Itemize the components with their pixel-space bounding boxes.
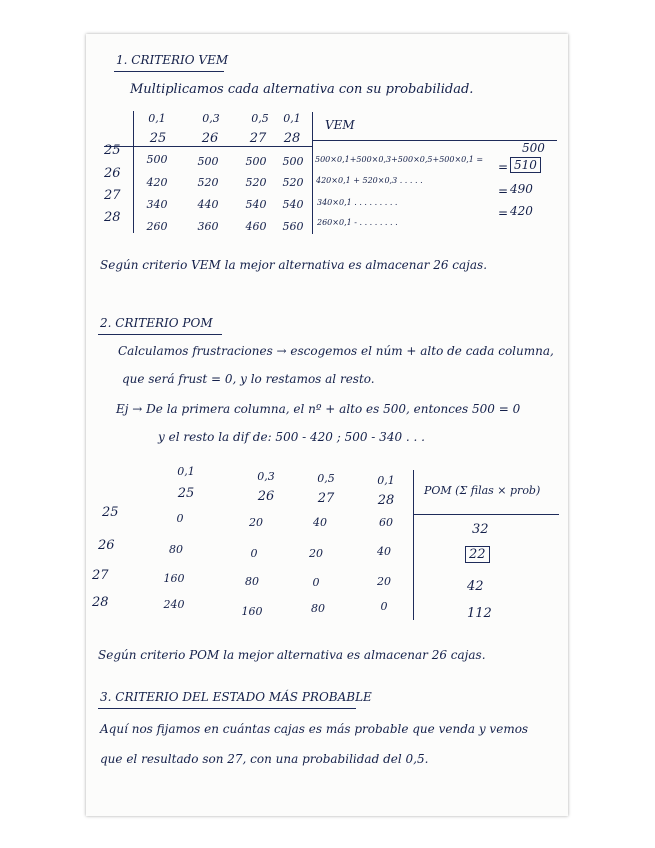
s1-r3-c4: 540 — [282, 198, 304, 211]
s2-prob-1: 0,1 — [177, 465, 195, 478]
s1-prob-4: 0,1 — [283, 112, 301, 125]
s2-line1: Calculamos frustraciones → escogemos el núm + alto de cada columna, — [118, 344, 554, 358]
s2-result-28: 112 — [467, 606, 492, 621]
s2-prob-2: 0,3 — [257, 470, 275, 483]
section1-intro: Multiplicamos cada alternativa con su probabilidad. — [130, 82, 474, 97]
s2-r4-c4: 0 — [380, 600, 388, 613]
s2-r1-c4: 60 — [379, 516, 393, 529]
s2-row-label-25: 25 — [102, 505, 119, 520]
s1-prob-1: 0,1 — [148, 112, 166, 125]
s1-formula-25: 500×0,1+500×0,3+500×0,5+500×0,1 = — [315, 155, 484, 164]
s1-vertical-rule — [133, 111, 134, 233]
s2-r1-c3: 40 — [313, 516, 327, 529]
s2-r3-c4: 20 — [377, 575, 391, 588]
s1-equals-28: = — [498, 206, 509, 220]
s1-row-label-27: 27 — [104, 188, 121, 203]
s1-r4-c4: 560 — [282, 220, 304, 233]
s2-r4-c2: 160 — [241, 605, 263, 618]
s1-prob-2: 0,3 — [202, 112, 220, 125]
s2-prob-3: 0,5 — [317, 472, 335, 485]
s1-result-25: 500 — [522, 141, 545, 155]
s2-col-28: 28 — [377, 493, 395, 508]
s2-col-26: 26 — [257, 489, 275, 504]
s2-line4: y el resto la dif de: 500 - 420 ; 500 - 340 . . . — [158, 430, 425, 444]
s1-r1-c1: 500 — [146, 153, 168, 166]
s2-r3-c1: 160 — [163, 572, 185, 585]
s1-row-label-26: 26 — [104, 166, 121, 181]
s2-r2-c1: 80 — [169, 543, 183, 556]
s1-result-27: 490 — [510, 182, 533, 196]
s3-line2: que el resultado son 27, con una probabilidad del 0,5. — [100, 752, 429, 766]
section3-title: 3. CRITERIO DEL ESTADO MÁS PROBABLE — [100, 690, 372, 704]
s1-prob-3: 0,5 — [251, 112, 269, 125]
s2-r1-c1: 0 — [176, 512, 184, 525]
s2-row-label-28: 28 — [92, 595, 109, 610]
s2-r2-c3: 20 — [309, 547, 323, 560]
s2-r1-c2: 20 — [249, 516, 263, 529]
s2-line3: Ej → De la primera columna, el nº + alto es 500, entonces 500 = 0 — [116, 402, 521, 416]
s1-r2-c3: 520 — [245, 176, 267, 189]
s1-equals-27: = — [498, 184, 509, 198]
s1-r3-c1: 340 — [146, 198, 168, 211]
s2-pom-separator — [413, 470, 414, 620]
s2-line2: que será frust = 0, y lo restamos al resto. — [122, 372, 375, 386]
s1-r2-c4: 520 — [282, 176, 304, 189]
s1-equals-26: = — [498, 160, 509, 174]
section3-title-underline — [98, 708, 356, 709]
s1-r2-c1: 420 — [146, 176, 168, 189]
s1-row-label-28: 28 — [104, 210, 121, 225]
s1-r1-c2: 500 — [197, 155, 219, 168]
section2-title-underline — [98, 334, 222, 335]
s1-formula-26: 420×0,1 + 520×0,3 . . . . . — [316, 176, 423, 185]
section2-title: 2. CRITERIO POM — [100, 316, 213, 330]
s1-vem-separator — [312, 112, 313, 234]
s1-formula-27: 340×0,1 . . . . . . . . . — [317, 198, 398, 207]
s1-col-27: 27 — [249, 131, 267, 146]
s2-pom-header: POM (Σ filas × prob) — [424, 484, 541, 497]
s2-row-label-26: 26 — [98, 538, 115, 553]
s2-conclusion: Según criterio POM la mejor alternativa es almacenar 26 cajas. — [98, 648, 486, 662]
s2-r2-c4: 40 — [377, 545, 391, 558]
s1-r3-c3: 540 — [245, 198, 267, 211]
section1-title-underline — [114, 71, 224, 72]
s1-r4-c3: 460 — [245, 220, 267, 233]
s1-r1-c3: 500 — [245, 155, 267, 168]
s2-r4-c1: 240 — [163, 598, 185, 611]
s1-header-rule — [104, 146, 312, 147]
s2-prob-4: 0,1 — [377, 474, 395, 487]
s1-col-28: 28 — [283, 131, 301, 146]
s1-r2-c2: 520 — [197, 176, 219, 189]
s2-result-25: 32 — [472, 522, 489, 537]
s2-r4-c3: 80 — [311, 602, 325, 615]
s1-formula-28: 260×0,1 - . . . . . . . . — [317, 218, 398, 227]
s2-row-label-27: 27 — [92, 568, 109, 583]
s1-vem-header: VEM — [325, 118, 355, 132]
s2-r3-c3: 0 — [312, 576, 320, 589]
s2-result-27: 42 — [467, 579, 484, 594]
s1-r1-c4: 500 — [282, 155, 304, 168]
s1-row-label-25: 25 — [104, 143, 121, 158]
s1-result-26: 510 — [510, 157, 541, 173]
s1-vem-header-rule — [312, 140, 557, 141]
s2-r3-c2: 80 — [245, 575, 259, 588]
s1-conclusion: Según criterio VEM la mejor alternativa es almacenar 26 cajas. — [100, 258, 488, 272]
s2-r2-c2: 0 — [250, 547, 258, 560]
s1-r3-c2: 440 — [197, 198, 219, 211]
s2-col-25: 25 — [177, 486, 195, 501]
s2-pom-header-rule — [413, 514, 559, 515]
s3-line1: Aquí nos fijamos en cuántas cajas es más probable que venda y vemos — [100, 722, 529, 736]
s1-col-25: 25 — [149, 131, 167, 146]
s1-result-28: 420 — [510, 204, 533, 218]
s1-r4-c1: 260 — [146, 220, 168, 233]
s1-col-26: 26 — [201, 131, 219, 146]
s2-col-27: 27 — [317, 491, 335, 506]
s1-r4-c2: 360 — [197, 220, 219, 233]
s2-result-26: 22 — [465, 546, 490, 563]
section1-title: 1. CRITERIO VEM — [116, 53, 229, 67]
